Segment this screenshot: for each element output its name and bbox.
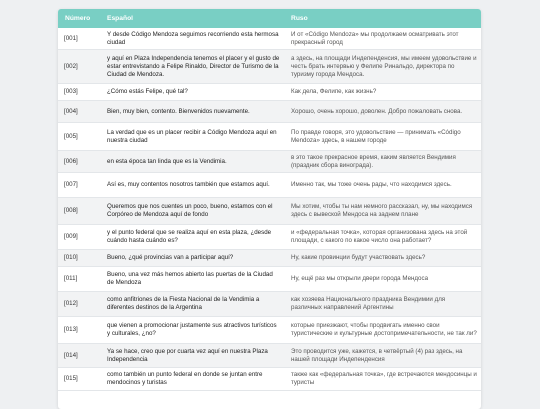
table-row bbox=[58, 267, 481, 292]
table-row bbox=[58, 84, 481, 101]
row-number: [001] bbox=[64, 34, 78, 42]
row-number: [010] bbox=[64, 254, 78, 261]
spanish-text: Así es, muy contentos nosotros también que estamos aquí. bbox=[107, 181, 270, 188]
russian-text: и «федеральная точка», которая организована здесь на этой площади, с какого по какое число она работает? bbox=[291, 229, 468, 244]
spanish-text: en esta época tan linda que es la Vendimia. bbox=[107, 157, 227, 165]
table-row bbox=[58, 225, 481, 250]
russian-text: Ну, ещё раз мы открыли двери города Мендоса bbox=[291, 275, 429, 282]
header-russian: Ruso bbox=[284, 9, 481, 28]
russian-text: Ну, какие провинции будут участвовать здесь? bbox=[291, 254, 426, 261]
spanish-text: y aquí en Plaza Independencia tenemos el placer y el gusto de estar entrevistando a Felipe Rinaldo, Director de Turismo de la Ciudad de Mendoza. bbox=[107, 54, 280, 78]
russian-text: Как дела, Фелипе, как жизнь? bbox=[291, 88, 377, 95]
russian-text: Хорошо, очень хорошо, доволен. Добро пожаловать снова. bbox=[291, 107, 463, 115]
russian-text: также как «федеральная точка», где встречаются мендосинцы и туристы bbox=[291, 371, 477, 386]
table-body bbox=[58, 28, 481, 391]
russian-text: а здесь, на площади Индепенденсия, мы имеем удовольствие и честь брать интервью у Фелипе Ринальдо, директора по туризму города Мендоса. bbox=[291, 54, 477, 78]
table-header bbox=[58, 9, 481, 28]
transcript-table-card bbox=[58, 9, 481, 409]
spanish-text: Bueno, una vez más hemos abierto las puertas de la Ciudad de Mendoza bbox=[107, 271, 273, 286]
russian-text: в это такое прекрасное время, каким является Вендимия (праздник сбора винограда). bbox=[291, 153, 456, 169]
row-number: [006] bbox=[64, 157, 78, 165]
spanish-text: La verdad que es un placer recibir a Código Mendoza aquí en nuestra ciudad bbox=[107, 128, 277, 144]
row-number: [014] bbox=[64, 351, 78, 359]
spanish-text: Bueno, ¿qué provincias van a participar aquí? bbox=[107, 254, 234, 261]
table-row bbox=[58, 250, 481, 267]
spanish-text: Bien, muy bien, contento. Bienvenidos nuevamente. bbox=[107, 107, 250, 115]
row-number: [011] bbox=[64, 275, 78, 282]
spanish-text: Y desde Código Mendoza seguimos recorriendo esta hermosa ciudad bbox=[107, 30, 279, 46]
header-number: Número bbox=[58, 9, 100, 28]
spanish-text: como anfitriones de la Fiesta Nacional de la Vendimia a diferentes destinos de la Argentina bbox=[107, 296, 260, 311]
header-row bbox=[58, 9, 481, 28]
row-number: [008] bbox=[64, 207, 78, 214]
row-number: [004] bbox=[64, 107, 78, 115]
table-row bbox=[58, 292, 481, 317]
transcript-table bbox=[58, 9, 481, 391]
row-number: [015] bbox=[64, 375, 78, 382]
spanish-text: que vienen a promocionar justamente sus atractivos turísticos y culturales, ¿no? bbox=[107, 322, 277, 337]
russian-text: Это проводится уже, кажется, в четвёртый (4) раз здесь, на нашей площади Индепенденсия bbox=[291, 347, 463, 363]
spanish-text: ¿Cómo estás Felipe, qué tal? bbox=[107, 88, 188, 95]
row-number: [003] bbox=[64, 88, 78, 95]
table-row bbox=[58, 344, 481, 368]
table-row bbox=[58, 50, 481, 84]
russian-text: как хозяева Национального праздника Вендимии для различных направлений Аргентины bbox=[291, 296, 446, 311]
row-number: [007] bbox=[64, 181, 78, 188]
spanish-text: Queremos que nos cuentes un poco, bueno, estamos con el Corpóreo de Mendoza aquí de fondo bbox=[107, 203, 273, 218]
row-number: [009] bbox=[64, 233, 78, 240]
russian-text: Именно так, мы тоже очень рады, что находимся здесь. bbox=[291, 181, 452, 188]
table-row bbox=[58, 317, 481, 344]
russian-text: которые приезжают, чтобы продвигать именно свои туристические и культурные достопримечательности, не так ли? bbox=[291, 322, 477, 337]
spanish-text: como también un punto federal en donde se juntan entre mendocinos y turistas bbox=[107, 371, 263, 386]
table-row bbox=[58, 151, 481, 173]
spanish-text: Ya se hace, creo que por cuarta vez aquí en nuestra Plaza Independencia bbox=[107, 347, 268, 363]
table-row bbox=[58, 101, 481, 123]
row-number: [013] bbox=[64, 326, 78, 333]
spanish-text: y el punto federal que se realiza aquí en esta plaza, ¿desde cuándo hasta cuándo es? bbox=[107, 229, 272, 244]
russian-text: И от «Código Mendoza» мы продолжаем осматривать этот прекрасный город bbox=[291, 30, 459, 46]
table-row bbox=[58, 368, 481, 391]
header-spanish: Español bbox=[100, 9, 284, 28]
russian-text: Мы хотим, чтобы ты нам немного рассказал, ну, мы находимся здесь с вывеской Мендоса на заднем плане bbox=[291, 203, 473, 218]
row-number: [012] bbox=[64, 300, 78, 307]
table-row bbox=[58, 198, 481, 225]
russian-text: По правде говоря, это удовольствие — принимать «Código Mendoza» здесь, в нашем городе bbox=[291, 128, 461, 144]
table-row bbox=[58, 123, 481, 151]
table-row bbox=[58, 28, 481, 50]
row-number: [002] bbox=[64, 62, 78, 70]
table-row bbox=[58, 173, 481, 198]
row-number: [005] bbox=[64, 132, 78, 140]
